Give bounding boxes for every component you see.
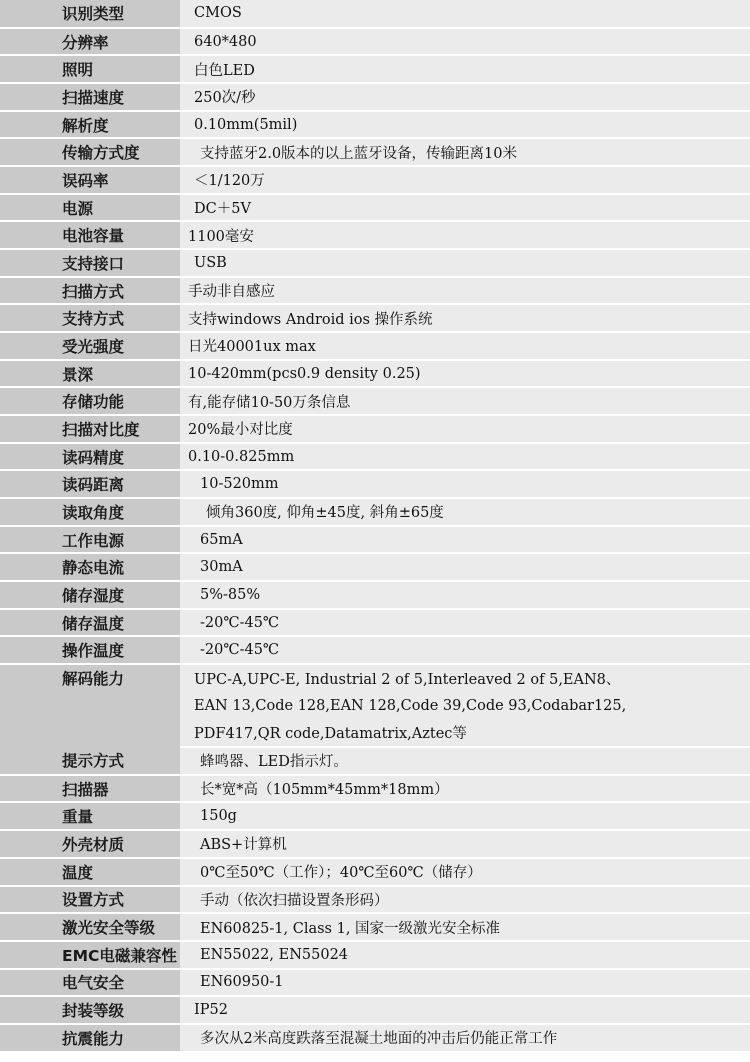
spec-row	[0, 249, 750, 277]
spec-label: 抗震能力	[0, 1024, 180, 1052]
spec-value: 1100毫安	[180, 221, 750, 249]
spec-label	[0, 719, 180, 747]
spec-label: 解码能力	[0, 664, 180, 692]
spec-label: 存储功能	[0, 387, 180, 415]
spec-label: 外壳材质	[0, 830, 180, 858]
spec-value: 手动（依次扫描设置条形码）	[180, 886, 750, 914]
spec-row	[0, 194, 750, 222]
spec-label: 工作电源	[0, 526, 180, 554]
spec-value: 640*480	[180, 28, 750, 56]
spec-row	[0, 415, 750, 443]
spec-label: 电池容量	[0, 221, 180, 249]
spec-label: 提示方式	[0, 747, 180, 775]
spec-label: 受光强度	[0, 332, 180, 360]
spec-row	[0, 332, 750, 360]
spec-value: 有,能存储10-50万条信息	[180, 387, 750, 415]
spec-row-continuation	[0, 719, 750, 747]
spec-label: 传输方式度	[0, 138, 180, 166]
spec-row-continuation	[0, 692, 750, 720]
spec-value: 支持windows Android ios 操作系统	[180, 304, 750, 332]
spec-label: 静态电流	[0, 553, 180, 581]
spec-value: -20℃-45℃	[180, 609, 750, 637]
spec-value: 65mA	[180, 526, 750, 554]
spec-value: EN55022, EN55024	[180, 941, 750, 969]
spec-label: 景深	[0, 360, 180, 388]
spec-value: 蜂鸣器、LED指示灯。	[180, 747, 750, 775]
spec-row	[0, 775, 750, 803]
spec-value: 5%-85%	[180, 581, 750, 609]
spec-value: 白色LED	[180, 55, 750, 83]
spec-value: 10-520mm	[180, 470, 750, 498]
spec-value: EN60950-1	[180, 969, 750, 997]
spec-row	[0, 747, 750, 775]
spec-row	[0, 443, 750, 471]
spec-row	[0, 913, 750, 941]
spec-label: 扫描方式	[0, 277, 180, 305]
spec-row	[0, 886, 750, 914]
spec-label: 操作温度	[0, 636, 180, 664]
spec-value: -20℃-45℃	[180, 636, 750, 664]
spec-row	[0, 664, 750, 692]
spec-label: 支持方式	[0, 304, 180, 332]
spec-label: 设置方式	[0, 886, 180, 914]
spec-row	[0, 166, 750, 194]
spec-label: 分辨率	[0, 28, 180, 56]
spec-row	[0, 858, 750, 886]
spec-row	[0, 83, 750, 111]
spec-value: UPC-A,UPC-E, Industrial 2 of 5,Interleaved 2 of 5,EAN8、	[180, 664, 750, 692]
spec-row	[0, 1024, 750, 1052]
spec-value: 手动非自感应	[180, 277, 750, 305]
spec-label: 扫描器	[0, 775, 180, 803]
spec-row	[0, 498, 750, 526]
spec-label	[0, 692, 180, 720]
spec-value: 0.10mm(5mil)	[180, 111, 750, 139]
spec-label: 扫描速度	[0, 83, 180, 111]
spec-value: 250次/秒	[180, 83, 750, 111]
spec-row	[0, 581, 750, 609]
spec-value: 倾角360度, 仰角±45度, 斜角±65度	[180, 498, 750, 526]
spec-row	[0, 609, 750, 637]
spec-value: 日光40001ux max	[180, 332, 750, 360]
spec-row	[0, 996, 750, 1024]
spec-value: ABS+计算机	[180, 830, 750, 858]
spec-row	[0, 470, 750, 498]
spec-row	[0, 830, 750, 858]
spec-value: 0.10-0.825mm	[180, 443, 750, 471]
spec-row	[0, 969, 750, 997]
spec-label: 扫描对比度	[0, 415, 180, 443]
spec-row	[0, 277, 750, 305]
spec-label: 读码距离	[0, 470, 180, 498]
spec-row	[0, 526, 750, 554]
spec-value: EAN 13,Code 128,EAN 128,Code 39,Code 93,Codabar125,	[180, 692, 750, 720]
spec-value: EN60825-1, Class 1, 国家一级激光安全标准	[180, 913, 750, 941]
spec-label: 读码精度	[0, 443, 180, 471]
spec-label: 识别类型	[0, 0, 180, 28]
spec-value: DC＋5V	[180, 194, 750, 222]
spec-label: 封装等级	[0, 996, 180, 1024]
spec-row	[0, 0, 750, 28]
spec-row	[0, 553, 750, 581]
spec-row	[0, 28, 750, 56]
spec-value: 0℃至50℃（工作）；40℃至60℃（储存）	[180, 858, 750, 886]
spec-row	[0, 636, 750, 664]
spec-label: EMC电磁兼容性	[0, 941, 180, 969]
spec-label: 储存温度	[0, 609, 180, 637]
spec-row	[0, 304, 750, 332]
spec-value: 150g	[180, 802, 750, 830]
spec-label: 储存湿度	[0, 581, 180, 609]
spec-row	[0, 360, 750, 388]
spec-row	[0, 802, 750, 830]
spec-value: CMOS	[180, 0, 750, 28]
spec-value: 30mA	[180, 553, 750, 581]
spec-label: 重量	[0, 802, 180, 830]
spec-value: IP52	[180, 996, 750, 1024]
spec-value: ＜1/120万	[180, 166, 750, 194]
spec-row	[0, 941, 750, 969]
spec-label: 解析度	[0, 111, 180, 139]
spec-label: 照明	[0, 55, 180, 83]
spec-label: 激光安全等级	[0, 913, 180, 941]
spec-label: 支持接口	[0, 249, 180, 277]
spec-row	[0, 138, 750, 166]
spec-value: PDF417,QR code,Datamatrix,Aztec等	[180, 719, 750, 747]
spec-value: 多次从2米高度跌落至混凝土地面的冲击后仍能正常工作	[180, 1024, 750, 1052]
spec-label: 读取角度	[0, 498, 180, 526]
spec-value: 10-420mm(pcs0.9 density 0.25)	[180, 360, 750, 388]
spec-row	[0, 387, 750, 415]
spec-value: 支持蓝牙2.0版本的以上蓝牙设备，传输距离10米	[180, 138, 750, 166]
spec-value: 20%最小对比度	[180, 415, 750, 443]
spec-label: 电气安全	[0, 969, 180, 997]
spec-row	[0, 55, 750, 83]
spec-row	[0, 221, 750, 249]
spec-row	[0, 111, 750, 139]
spec-label: 温度	[0, 858, 180, 886]
spec-label: 电源	[0, 194, 180, 222]
spec-value: USB	[180, 249, 750, 277]
spec-value: 长*宽*高（105mm*45mm*18mm）	[180, 775, 750, 803]
spec-label: 误码率	[0, 166, 180, 194]
